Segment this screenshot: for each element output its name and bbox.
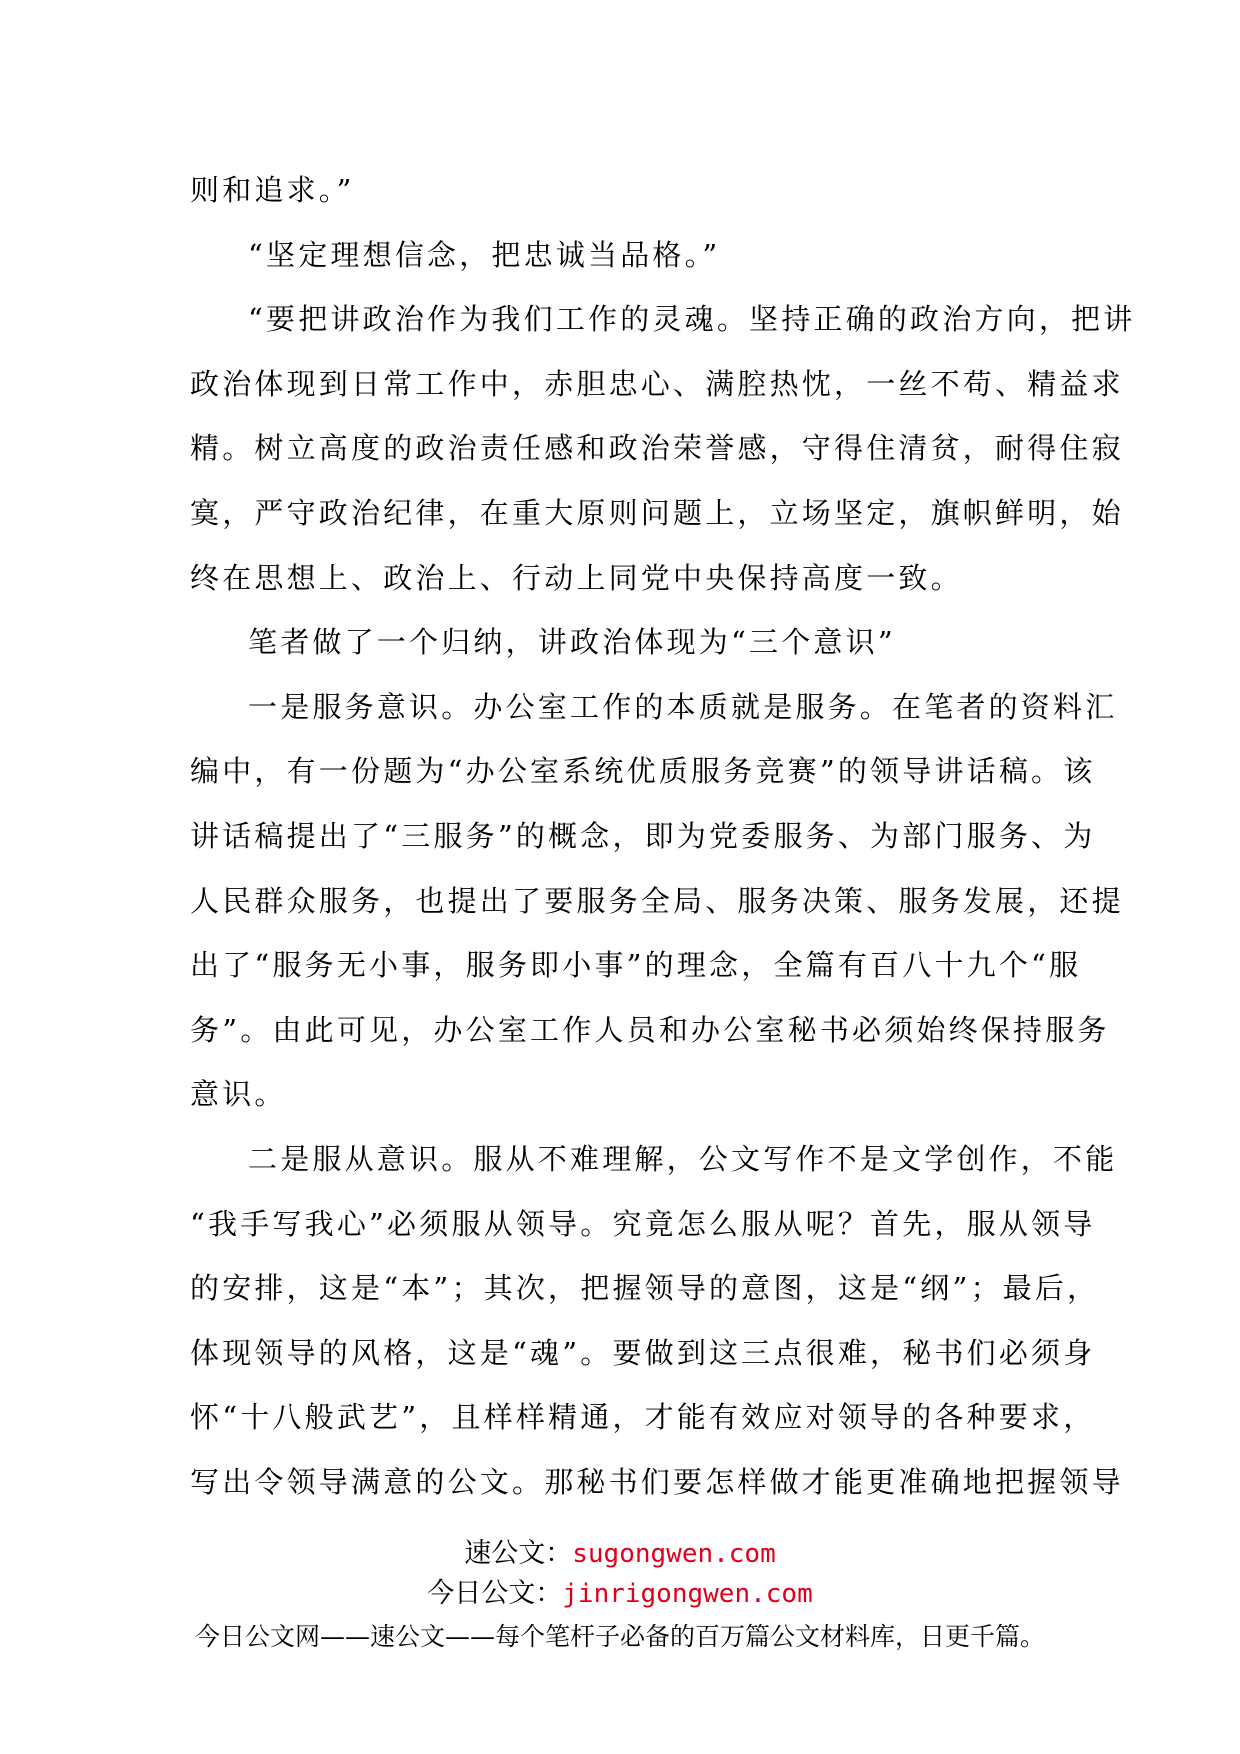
text-line: 讲话稿提出了“三服务”的概念，即为党委服务、为部门服务、为 [190, 818, 1096, 853]
text-line: 写出令领导满意的公文。那秘书们要怎样做才能更准确地把握领导 [190, 1464, 1124, 1499]
text-line: 政治体现到日常工作中，赤胆忠心、满腔热忱，一丝不苟、精益求 [190, 366, 1124, 401]
footer-jinrigongwen [0, 1576, 1240, 1612]
text-line: 出了“服务无小事，服务即小事”的理念，全篇有百八十九个“服 [190, 948, 1082, 983]
text-line: “坚定理想信念，把忠诚当品格。” [248, 237, 721, 272]
footer-sugongwen [0, 1536, 1240, 1572]
text-line: 二是服从意识。服从不难理解，公文写作不是文学创作，不能 [248, 1141, 1118, 1176]
document-body [190, 158, 1136, 1514]
text-line: 体现领导的风格，这是“魂”。要做到这三点很难，秘书们必须身 [190, 1335, 1096, 1370]
text-line: 务”。由此可见，办公室工作人员和办公室秘书必须始终保持服务 [190, 1012, 1110, 1047]
text-line: 精。树立高度的政治责任感和政治荣誉感，守得住清贫，耐得住寂 [190, 431, 1124, 466]
footer-sugongwen-label: 速公文： [464, 1538, 573, 1569]
text-line: 则和追求。” [190, 173, 355, 207]
text-line: 编中，有一份题为“办公室系统优质服务竞赛”的领导讲话稿。该 [190, 754, 1096, 789]
text-line: 的安排，这是“本”；其次，把握领导的意图，这是“纲”；最后， [190, 1271, 1100, 1306]
text-line: 寞，严守政治纪律，在重大原则问题上，立场坚定，旗帜鲜明，始 [190, 495, 1124, 530]
text-line: 人民群众服务，也提出了要服务全局、服务决策、服务发展，还提 [190, 883, 1124, 918]
jinrigongwen-link[interactable]: jinrigongwen.com [562, 1579, 813, 1609]
text-line: 怀“十八般武艺”，且样样精通，才能有效应对领导的各种要求， [190, 1400, 1096, 1435]
text-line: 笔者做了一个归纳，讲政治体现为“三个意识” [248, 625, 896, 660]
sugongwen-link[interactable]: sugongwen.com [572, 1539, 776, 1569]
text-line: 一是服务意识。办公室工作的本质就是服务。在笔者的资料汇 [248, 689, 1118, 724]
text-line: “我手写我心”必须服从领导。究竟怎么服从呢？首先，服从领导 [190, 1206, 1096, 1241]
text-line: “要把讲政治作为我们工作的灵魂。坚持正确的政治方向，把讲 [248, 302, 1136, 337]
text-line: 意识。 [190, 1077, 287, 1112]
footer-tagline: 今日公文网——速公文——每个笔杆子必备的百万篇公文材料库，日更千篇。 [194, 1622, 1045, 1651]
text-line: 终在思想上、政治上、行动上同党中央保持高度一致。 [190, 560, 963, 595]
footer-jinrigongwen-label: 今日公文： [427, 1578, 563, 1609]
